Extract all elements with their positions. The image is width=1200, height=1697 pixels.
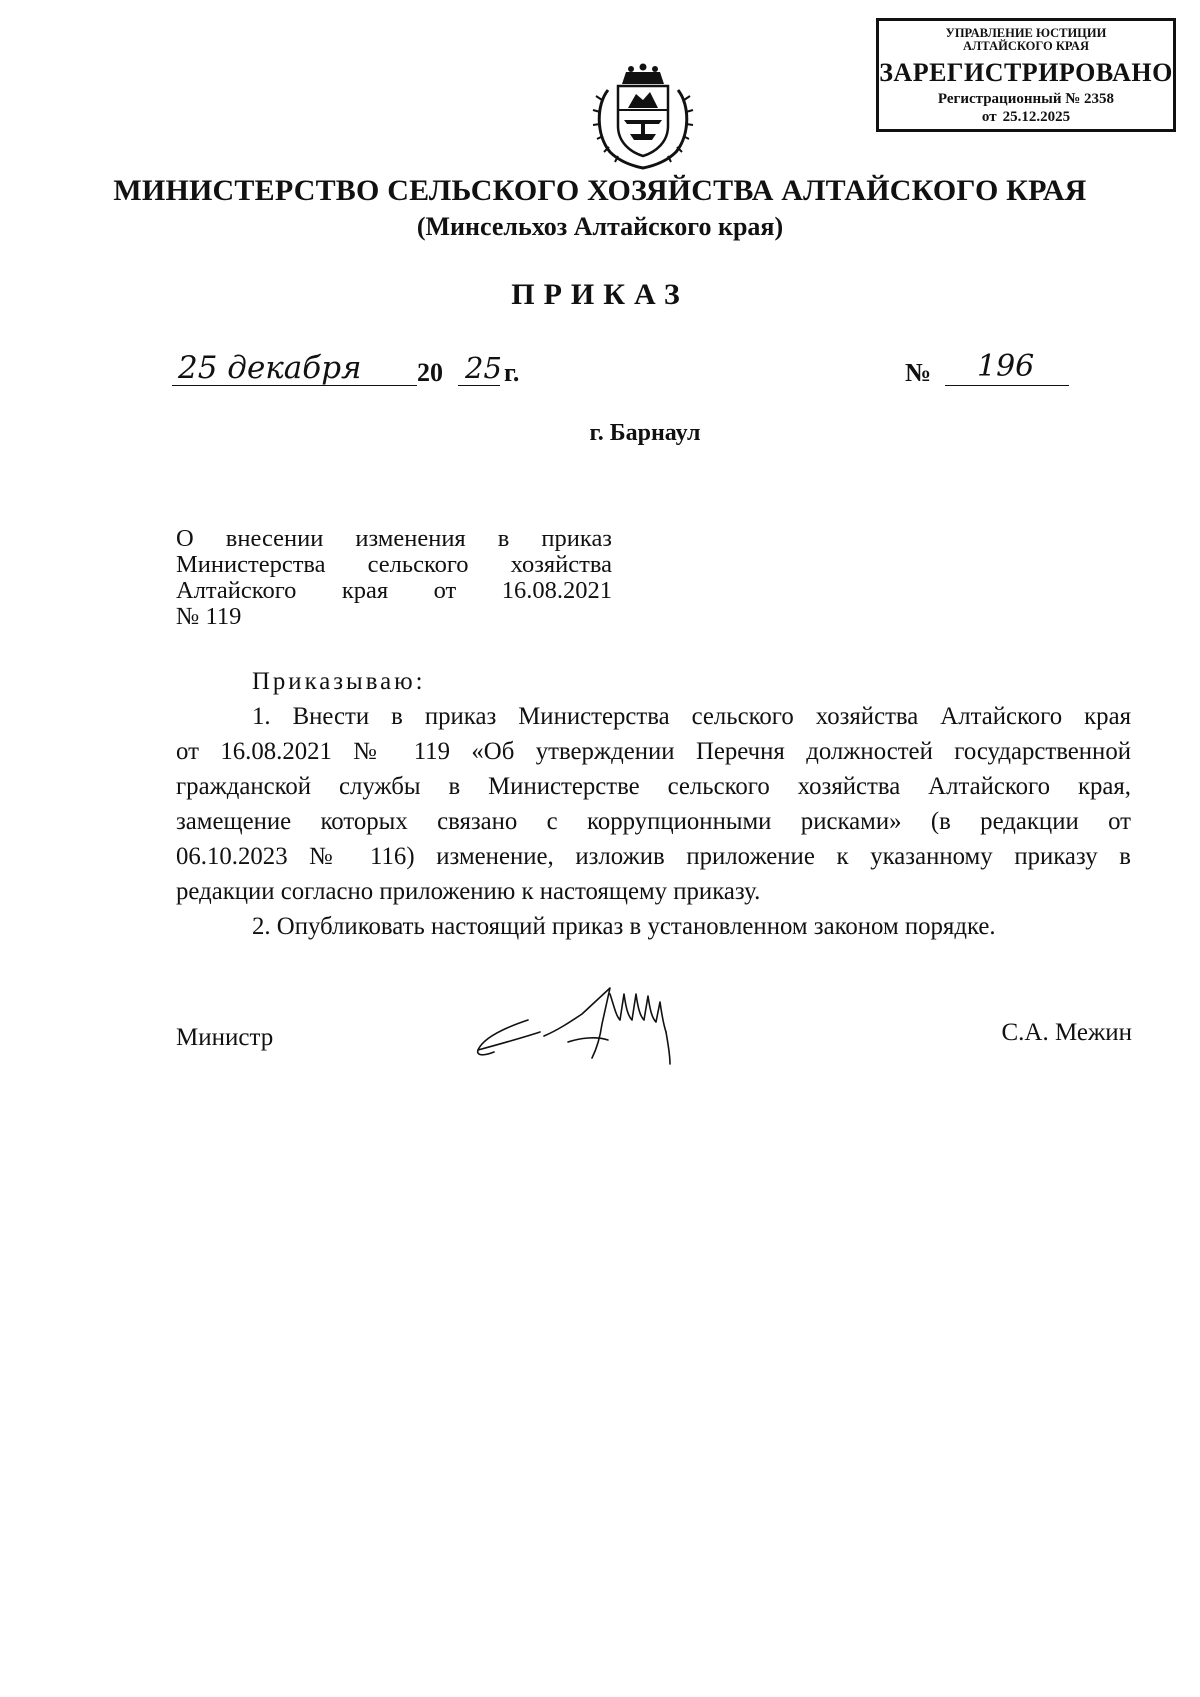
number-sign: № (905, 358, 932, 387)
signer-name: С.А. Межин (1001, 1019, 1132, 1046)
signer-role: Министр (176, 1024, 274, 1051)
item-line: замещение которых связано с коррупционными рисками» (в редакции от (176, 808, 1131, 835)
order-number (905, 346, 1075, 390)
year-handwritten: 25 (465, 351, 502, 385)
ministry-short-name: (Минсельхоз Алтайского края) (416, 212, 784, 241)
number-underline (945, 385, 1069, 386)
stamp-org-line1: УПРАВЛЕНИЕ ЮСТИЦИИ (945, 26, 1107, 40)
subject-line: О внесении изменения в приказ (176, 525, 612, 552)
subject-line: Алтайского края от 16.08.2021 (176, 577, 612, 604)
stamp-date-label: от (981, 109, 997, 125)
handwritten-signature-icon (470, 980, 720, 1080)
item-line: 2. Опубликовать настоящий приказ в установленном законом порядке. (252, 913, 996, 940)
item-line: гражданской службы в Министерстве сельского хозяйства Алтайского края, (176, 773, 1131, 800)
subject-line: № 119 (176, 603, 242, 630)
stamp-date (879, 108, 1173, 126)
number-handwritten: 196 (977, 349, 1035, 384)
date-handwritten: 25 декабря (178, 350, 362, 386)
order-body (176, 664, 1131, 944)
year-underline (458, 385, 500, 386)
item-line: редакции согласно приложению к настоящему приказу. (176, 878, 761, 905)
subject-line: Министерства сельского хозяйства (176, 551, 612, 578)
stamp-org-line2: АЛТАЙСКОГО КРАЯ (963, 39, 1089, 53)
item-line: от 16.08.2021 № 119 «Об утверждении Перечня должностей государственной (176, 738, 1131, 765)
order-date (172, 346, 552, 390)
year-suffix: г. (504, 358, 520, 387)
item-line: 06.10.2023 № 116) изменение, изложив приложение к указанному приказу в (176, 843, 1131, 870)
item-line: 1. Внести в приказ Министерства сельского хозяйства Алтайского края (252, 703, 1131, 730)
order-subject (176, 526, 612, 630)
stamp-reg-number: Регистрационный № 2358 (937, 91, 1115, 107)
registration-stamp (876, 18, 1176, 132)
stamp-status: ЗАРЕГИСТРИРОВАНО (879, 58, 1173, 87)
order-item-2 (176, 909, 1131, 944)
altai-krai-coat-of-arms-icon (588, 60, 698, 172)
city: г. Барнаул (589, 420, 701, 446)
document-type-title: ПРИКАЗ (511, 278, 689, 311)
stamp-date-value: 25.12.2025 (1002, 109, 1071, 125)
year-prefix: 20 (417, 358, 443, 387)
order-item-1 (176, 699, 1131, 909)
order-word: Приказываю: (252, 668, 426, 695)
ministry-name: МИНИСТЕРСТВО СЕЛЬСКОГО ХОЗЯЙСТВА АЛТАЙСКОГО КРАЯ (113, 174, 1087, 207)
